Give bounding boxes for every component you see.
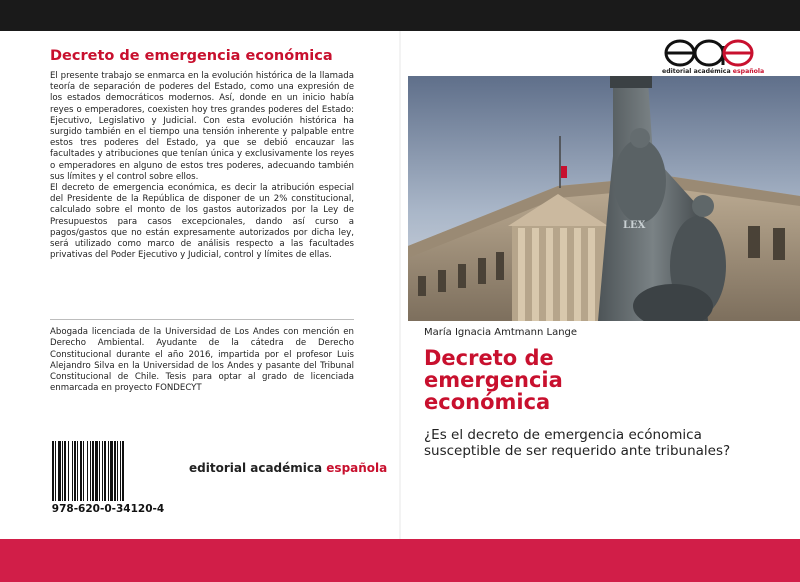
logo-caption-accent: española [732,68,765,75]
description-paragraph: El decreto de emergencia económica, es decir la atribución especial del Presidente de la República de disponer de un 2% constitucional, calculado sobre el monto de los gastos autorizados por la Ley de Presupuestos para casos excepcionales, dando así curso a pagos/gastos que no están expresamente autorizados por dicha ley, será utilizado como marco de análisis respecto a las facultades privativas del Poder Ejecutivo y Judicial, control y límites de ellas. [50,183,354,261]
cover-photo [408,76,800,321]
title-line: económica [424,390,551,414]
publisher-name-main: editorial académica [189,461,323,475]
author-name: María Ignacia Amtmann Lange [424,327,578,338]
author-biography: Abogada licenciada de la Universidad de Los Andes con mención en Derecho Ambiental. Ayudante de la cátedra de Derecho Constitucional durante el año 2016, impartida por el profesor Luis Alejandro Silva en la Universidad de los Andes y pasante del Tribunal Constitucional de Chile. Tesis para optar al grado de licenciada enmarcada en proyecto FONDECYT [50,327,354,394]
logo-caption-main: editorial académica [662,68,731,75]
book-spine [399,31,401,539]
front-cover-subtitle: ¿Es el decreto de emergencia ecónomica susceptible de ser requerido ante tribunales? [424,427,731,459]
front-cover-title [424,347,724,413]
bottom-bar [0,539,800,582]
statue-inscription: LEX [623,220,646,231]
isbn-number: 978-620-0-34120-4 [51,503,165,515]
publisher-name-accent: española [326,461,388,475]
back-cover-title: Decreto de emergencia económica [50,48,333,64]
description-paragraph: El presente trabajo se enmarca en la evolución histórica de la llamada teoría de separación de poderes del Estado, como una expresión de los estados democráticos modernos. Así, donde en un inicio había reyes o emperadores, coexisten hoy tres grandes poderes del Estado: Ejecutivo, Legislativo y Judicial. Con esta evolución histórica ha surgido también en el tiempo una tensión inherente y palpable entre estos tres poderes del Estado, ya que se debió encauzar las facultades y atribuciones que tenían única y exclusivamente los reyes o emperadores en alguno de estos tres poderes, adecuando también sus límites y el control sobre ellos. [50,71,354,182]
title-line: Decreto de [424,346,554,370]
publisher-logo [663,36,756,72]
logo-caption [662,68,764,75]
top-bar [0,0,800,31]
publisher-name [189,461,387,475]
title-line: emergencia [424,368,563,392]
back-cover-description [50,71,354,261]
section-divider [50,319,354,320]
barcode [52,441,164,501]
